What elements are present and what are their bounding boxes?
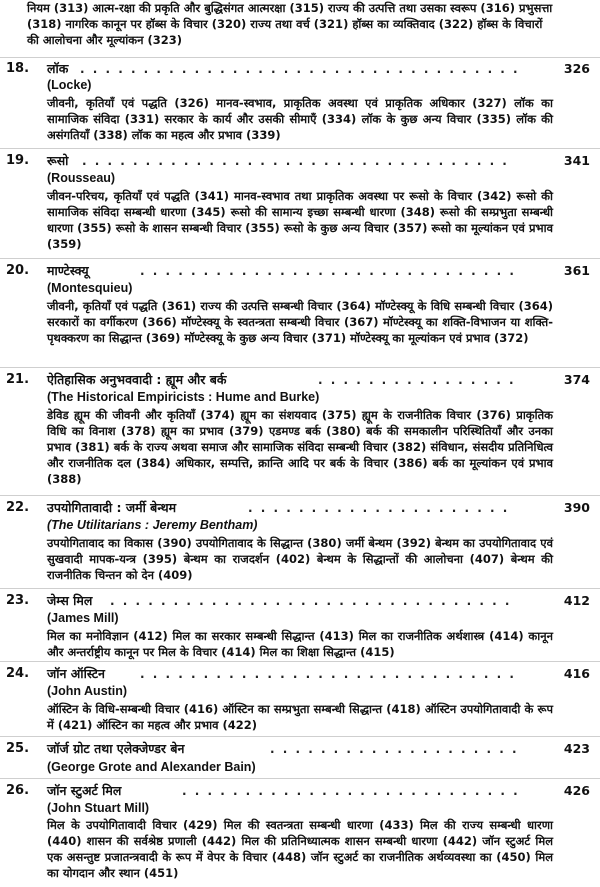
continued-entry-text: नियम (313) आत्म-रक्षा की प्रकृति और बुद्धिसंगत आत्मरक्षा (315) राज्य की उत्पत्ति तथा उसका स्वरूप (316) प्रभुसत्ता (318) नागरिक कानून पर हॉब्स के विचार (320) राज्य तथा वर्च (321) हॉब्स का व्यक्तिवाद (322) हॉब्स के विचारों की आलोचना और मूल्यांकन (323) bbox=[27, 1, 553, 47]
chapter-english-title: (Montesquieu) bbox=[47, 281, 133, 295]
page-number[interactable]: 390 bbox=[563, 500, 590, 515]
chapter-english-title: (Rousseau) bbox=[47, 171, 116, 185]
chapter-title[interactable]: जॉन ऑस्टिन bbox=[47, 666, 105, 681]
dot-leader: . . . . . . . . . . . . . . . . . . . . . . . . . . . . . . . . . . bbox=[82, 154, 509, 168]
chapter-title[interactable]: जेम्स मिल bbox=[47, 593, 93, 608]
chapter-english-title: (John Austin) bbox=[47, 684, 128, 698]
dot-leader: . . . . . . . . . . . . . . . . . . . . . . . . . . . . . . bbox=[140, 667, 516, 681]
chapter-number: 21. bbox=[6, 372, 30, 387]
divider bbox=[0, 661, 600, 662]
chapter-description: डेविड ह्यूम की जीवनी और कृतियाँ (374) ह्यूम का संशयवाद (375) ह्यूम के राजनीतिक विचार (376) प्राकृतिक विधि का विनाश (378) ह्यूम का प्रभाव (379) एडमण्ड बर्क (380) बर्क की समकालीन परिस्थितियाँ और उनका प्रभाव (381) बर्क के राज्य अथवा समाज और सामाजिक संविदा सम्बन्धी विचार (382) संविधान, संसदीय प्रतिनिधित्व और राजनीतिक दल (384) अधिकार, सम्पत्ति, क्रान्ति आदि पर बर्क के विचार (386) बर्क का मूल्यांकन एवं प्रभाव (388) bbox=[47, 408, 553, 486]
dot-leader: . . . . . . . . . . . . . . . . bbox=[318, 373, 516, 387]
page-number[interactable]: 426 bbox=[563, 783, 590, 798]
page-number[interactable]: 374 bbox=[563, 372, 590, 387]
page-number[interactable]: 341 bbox=[563, 153, 590, 168]
divider bbox=[0, 778, 600, 779]
page-number[interactable]: 361 bbox=[563, 263, 590, 278]
page-number[interactable]: 326 bbox=[563, 61, 590, 76]
chapter-description: मिल के उपयोगितावादी विचार (429) मिल की स्वतन्त्रता सम्बन्धी धारणा (433) मिल की राज्य सम्बन्धी धारणा (440) शासन की सर्वश्रेष्ठ प्रणाली (442) मिल की प्रतिनिध्यात्मक शासन सम्बन्धी धारणा (442) जॉन स्टुअर्ट मिल एक असन्तुष्ट प्रजातन्त्रवादी के रूप में वेपर के विचार (448) जॉन स्टुअर्ट का राजनीतिक अर्थव्यवस्था का (450) मिल का योगदान और स्थान (451) bbox=[47, 818, 553, 880]
divider bbox=[0, 258, 600, 259]
chapter-title[interactable]: जॉर्ज ग्रोट तथा एलेक्जेण्डर बेन bbox=[47, 741, 185, 756]
chapter-number: 18. bbox=[6, 61, 30, 76]
chapter-description: उपयोगितावाद का विकास (390) उपयोगितावाद के सिद्धान्त (380) जर्मी बेन्थम (392) बेन्थम का उपयोगितावाद एवं सुखवादी मापक-यन्त्र (395) बेन्थम का राजदर्शन (402) बेन्थम के सिद्धान्तों की आलोचना (407) बेन्थम की राजनीतिक चिन्तन को देन (409) bbox=[47, 536, 553, 582]
dot-leader: . . . . . . . . . . . . . . . . . . . . . bbox=[248, 501, 510, 515]
chapter-english-title: (The Historical Empiricists : Hume and Burke) bbox=[47, 390, 320, 404]
page-number[interactable]: 416 bbox=[563, 666, 590, 681]
chapter-number: 23. bbox=[6, 593, 30, 608]
chapter-english-title: (James Mill) bbox=[47, 611, 119, 625]
chapter-title[interactable]: लॉक bbox=[47, 61, 69, 76]
divider bbox=[0, 148, 600, 149]
chapter-number: 26. bbox=[6, 783, 30, 798]
chapter-title[interactable]: जॉन स्टुअर्ट मिल bbox=[47, 783, 122, 798]
divider bbox=[0, 588, 600, 589]
chapter-title[interactable]: ऐतिहासिक अनुभववादी : ह्यूम और बर्क bbox=[47, 372, 227, 387]
chapter-english-title: (The Utilitarians : Jeremy Bentham) bbox=[47, 518, 258, 532]
dot-leader: . . . . . . . . . . . . . . . . . . . . . . . . . . . . . . . . . . . bbox=[80, 62, 520, 76]
divider bbox=[0, 495, 600, 496]
chapter-english-title: (George Grote and Alexander Bain) bbox=[47, 760, 256, 774]
dot-leader: . . . . . . . . . . . . . . . . . . . . . . . . . . . . . . bbox=[140, 264, 516, 278]
chapter-number: 20. bbox=[6, 263, 30, 278]
chapter-title[interactable]: उपयोगितावादी : जर्मी बेन्थम bbox=[47, 500, 177, 515]
divider bbox=[0, 57, 600, 58]
chapter-number: 24. bbox=[6, 666, 30, 681]
dot-leader: . . . . . . . . . . . . . . . . . . . . . . . . . . . bbox=[182, 784, 520, 798]
chapter-description: जीवनी, कृतियाँ एवं पद्धति (326) मानव-स्वभाव, प्राकृतिक अवस्था एवं प्राकृतिक अधिकार (327) लॉक का सामाजिक संविदा (331) सरकार के कार्य और उसकी सीमाएँ (334) लॉक के कुछ अन्य विचार (335) लॉक की असंगतियाँ (338) लॉक का महत्व और प्रभाव (339) bbox=[47, 96, 553, 142]
chapter-description: जीवन-परिचय, कृतियाँ एवं पद्धति (341) मानव-स्वभाव तथा प्राकृतिक अवस्था पर रूसो के विचार (342) रूसो की सामाजिक संविदा सम्बन्धी धारणा (345) रूसो की सामान्य इच्छा सम्बन्धी धारणा (348) रूसो की सम्प्रभुता सम्बन्धी धारणा (355) रूसो के शासन सम्बन्धी विचार (355) रूसो के कुछ अन्य विचार (357) रूसो का मूल्यांकन एवं प्रभाव (359) bbox=[47, 189, 553, 251]
chapter-english-title: (John Stuart Mill) bbox=[47, 801, 150, 815]
chapter-description: मिल का मनोविज्ञान (412) मिल का सरकार सम्बन्धी सिद्धान्त (413) मिल का राजनीतिक अर्थशास्त्र (414) कानून और अन्तर्राष्ट्रीय कानून पर मिल के विचार (414) मिल का शिक्षा सिद्धान्त (415) bbox=[47, 629, 553, 659]
chapter-number: 22. bbox=[6, 500, 30, 515]
chapter-description: ऑस्टिन के विधि-सम्बन्धी विचार (416) ऑस्टिन का सम्प्रभुता सम्बन्धी सिद्धान्त (418) ऑस्टिन उपयोगितावादी के रूप में (421) ऑस्टिन का महत्व और प्रभाव (422) bbox=[47, 702, 553, 732]
chapter-number: 25. bbox=[6, 741, 30, 756]
dot-leader: . . . . . . . . . . . . . . . . . . . . bbox=[270, 742, 519, 756]
page-number[interactable]: 423 bbox=[563, 741, 590, 756]
divider bbox=[0, 736, 600, 737]
chapter-number: 19. bbox=[6, 153, 30, 168]
divider bbox=[0, 367, 600, 368]
page-number[interactable]: 412 bbox=[563, 593, 590, 608]
chapter-english-title: (Locke) bbox=[47, 78, 92, 92]
chapter-title[interactable]: माण्टेस्क्यू bbox=[47, 263, 89, 278]
dot-leader: . . . . . . . . . . . . . . . . . . . . . . . . . . . . . . . . bbox=[110, 594, 512, 608]
chapter-title[interactable]: रूसो bbox=[47, 153, 69, 168]
chapter-description: जीवनी, कृतियाँ एवं पद्धति (361) राज्य की उत्पत्ति सम्बन्धी विचार (364) मॉण्टेस्क्यू के विधि सम्बन्धी विचार (364) सरकारों का वर्गीकरण (366) मॉण्टेस्क्यू के स्वतन्त्रता सम्बन्धी विचार (367) मॉण्टेस्क्यू का शक्ति-विभाजन या शक्ति-पृथक्करण का सिद्धान्त (369) मॉण्टेस्क्यू के कुछ अन्य विचार (371) मॉण्टेस्क्यू का मूल्यांकन एवं प्रभाव (372) bbox=[47, 299, 553, 345]
